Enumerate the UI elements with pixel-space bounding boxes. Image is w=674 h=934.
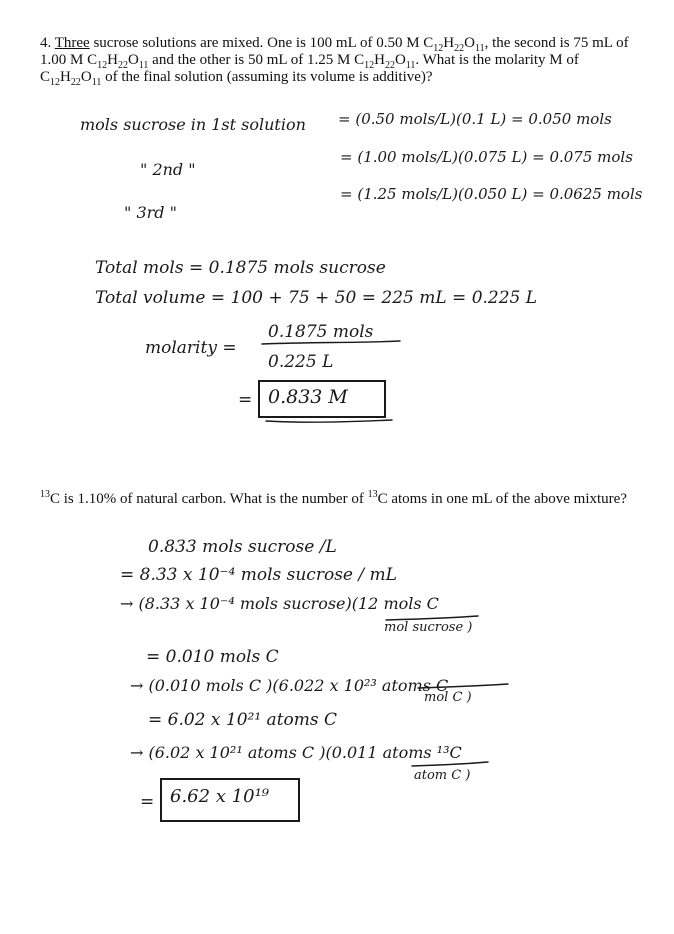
sol13c-line5-denominator: mol C ) xyxy=(424,690,472,705)
problem-number: 4. xyxy=(40,35,52,51)
sol13c-line5: → (0.010 mols C )(6.022 x 10²³ atoms C xyxy=(130,676,449,695)
sol13c-line6: = 6.02 x 10²¹ atoms C xyxy=(148,710,338,730)
sol13c-line7: → (6.02 x 10²¹ atoms C )(0.011 atoms ¹³C xyxy=(130,743,462,762)
sol13c-line7-denominator: atom C ) xyxy=(414,768,471,783)
sol4-molarity-numerator: 0.1875 mols xyxy=(268,322,374,342)
sol13c-line2: = 8.33 x 10⁻⁴ mols sucrose / mL xyxy=(120,565,397,585)
line7-fraction-bar xyxy=(412,762,488,766)
sol13c-line1: 0.833 mols sucrose /L xyxy=(148,537,337,557)
sol4-row1-expr: = (0.50 mols/L)(0.1 L) = 0.050 mols xyxy=(338,110,612,128)
sol4-row3-label: " 3rd " xyxy=(124,203,177,222)
sol13c-line3-denominator: mol sucrose ) xyxy=(384,620,473,635)
sol4-total-mols: Total mols = 0.1875 mols sucrose xyxy=(95,258,386,278)
problem-text-three: Three xyxy=(54,35,90,51)
sol4-answer-equals: = xyxy=(238,390,253,410)
sol4-total-volume: Total volume = 100 + 75 + 50 = 225 mL = 0.225 L xyxy=(95,288,538,308)
sol4-row2-expr: = (1.00 mols/L)(0.075 L) = 0.075 mols xyxy=(340,148,633,166)
sol4-molarity-denominator: 0.225 L xyxy=(268,352,334,372)
sol4-row3-expr: = (1.25 mols/L)(0.050 L) = 0.0625 mols xyxy=(340,185,643,203)
sol4-answer: 0.833 M xyxy=(268,386,348,408)
sol4-row2-label: " 2nd " xyxy=(140,160,196,179)
sol13c-line4: = 0.010 mols C xyxy=(146,647,279,667)
sol13c-answer: 6.62 x 10¹⁹ xyxy=(170,786,270,807)
sol13c-line3: → (8.33 x 10⁻⁴ mols sucrose)(12 mols C xyxy=(120,594,439,613)
answer-underline xyxy=(266,420,392,422)
problem-13c-question: $^{13}$C is 1.10% of natural carbon. What is the number of $^{13}$C atoms in one mL of the above mixture? xyxy=(40,489,627,507)
sol4-row1-label: mols sucrose in 1st solution xyxy=(80,115,306,134)
sol13c-answer-equals: = xyxy=(140,792,155,812)
problem-4-question: 4. Three sucrose solutions are mixed. One is 100 mL of 0.50 M $C_{12}H_{22}O_{11}$, the second is 75 mL of 1.00 M $C_{12}H_{22}O_{11}$ and the other is 50 mL of 1.25 M $C_{12}H_{22}O_{11}$. What is the molarity M of $C_{12}H_{22}O_{11}$ of the final solution (assuming its volume is additive)? xyxy=(40,35,629,88)
sol4-molarity-label: molarity = xyxy=(145,338,237,358)
